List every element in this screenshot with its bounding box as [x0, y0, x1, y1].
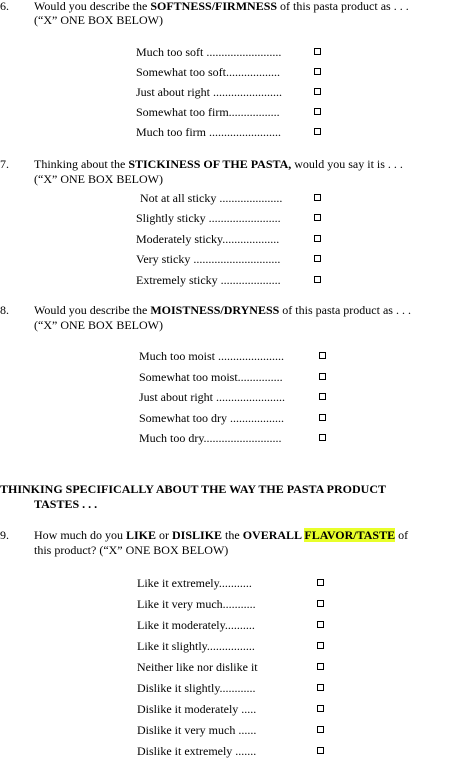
- q9-of: of: [395, 528, 409, 542]
- q9-option-label: Like it slightly................: [137, 639, 255, 653]
- q6-option-checkbox[interactable]: [314, 68, 321, 75]
- q8-option-label: Much too dry..........................: [139, 431, 282, 445]
- q7-option-checkbox[interactable]: [314, 255, 321, 262]
- q9-option-label: Neither like nor dislike it: [137, 660, 258, 674]
- q7-question-bold: STICKINESS OF THE PASTA,: [128, 157, 292, 171]
- q9-option-label: Dislike it slightly............: [137, 681, 256, 695]
- q9-option-checkbox[interactable]: [317, 600, 324, 607]
- q9-option-checkbox[interactable]: [317, 579, 324, 586]
- q8-option-label: Somewhat too moist...............: [139, 370, 283, 384]
- q7-option-checkbox[interactable]: [314, 235, 321, 242]
- q6-option-label: Somewhat too soft..................: [136, 65, 280, 79]
- q9-option-checkbox[interactable]: [317, 663, 324, 670]
- q7-number: 7.: [0, 157, 9, 171]
- q8-number: 8.: [0, 303, 9, 317]
- q8-option-label: Just about right .......................: [139, 390, 285, 404]
- q8-question-bold: MOISTNESS/DRYNESS: [150, 303, 280, 317]
- q9-question: [34, 529, 408, 541]
- q9-the: the: [222, 528, 243, 542]
- q6-option-label: Much too soft .........................: [136, 45, 282, 59]
- q8-question-post: of this pasta product as . . .: [279, 303, 411, 317]
- q9-number: 9.: [0, 528, 9, 542]
- q7-question-post: would you say it is . . .: [291, 157, 403, 171]
- q9-line2: this product? (“X” ONE BOX BELOW): [34, 543, 229, 557]
- q7-option-label: Not at all sticky .....................: [140, 191, 283, 205]
- q6-question-bold: SOFTNESS/FIRMNESS: [150, 0, 278, 13]
- q6-question-post: of this pasta product as . . .: [277, 0, 409, 13]
- q6-option-checkbox[interactable]: [314, 128, 321, 135]
- q6-instruction: (“X” ONE BOX BELOW): [34, 13, 163, 27]
- q9-option-label: Like it extremely...........: [137, 576, 252, 590]
- q6-option-label: Much too firm ........................: [136, 125, 281, 139]
- q8-option-checkbox[interactable]: [319, 373, 326, 380]
- q9-text-pre: How much do you: [34, 528, 126, 542]
- q9-option-label: Like it moderately..........: [137, 618, 255, 632]
- section-heading-line1: THINKING SPECIFICALLY ABOUT THE WAY THE PASTA PRODUCT: [0, 482, 386, 496]
- q7-option-label: Very sticky .............................: [136, 252, 281, 266]
- q6-option-label: Just about right .......................: [136, 85, 282, 99]
- q8-option-checkbox[interactable]: [319, 352, 326, 359]
- q8-instruction: (“X” ONE BOX BELOW): [34, 318, 163, 332]
- q8-question-pre: Would you describe the: [34, 303, 151, 317]
- q7-question: [34, 158, 403, 170]
- q9-option-label: Like it very much...........: [137, 597, 256, 611]
- q9-flavor-taste-highlight: FLAVOR/TASTE: [304, 528, 396, 542]
- q9-option-label: Dislike it very much ......: [137, 723, 257, 737]
- q8-option-checkbox[interactable]: [319, 434, 326, 441]
- q6-option-label: Somewhat too firm.................: [136, 105, 280, 119]
- section-heading-line2: TASTES . . .: [34, 497, 98, 511]
- q8-option-label: Somewhat too dry ..................: [139, 411, 284, 425]
- q9-or: or: [156, 528, 173, 542]
- q8-question: [34, 304, 411, 316]
- q6-option-checkbox[interactable]: [314, 108, 321, 115]
- q7-option-checkbox[interactable]: [314, 276, 321, 283]
- q9-like: LIKE: [126, 528, 157, 542]
- q8-option-checkbox[interactable]: [319, 393, 326, 400]
- q9-option-checkbox[interactable]: [317, 747, 324, 754]
- q9-dislike: DISLIKE: [172, 528, 223, 542]
- q9-option-checkbox[interactable]: [317, 726, 324, 733]
- q8-option-label: Much too moist ......................: [139, 349, 285, 363]
- q9-option-checkbox[interactable]: [317, 642, 324, 649]
- q9-overall: OVERALL: [242, 528, 305, 542]
- q7-instruction: (“X” ONE BOX BELOW): [34, 172, 163, 186]
- q6-option-checkbox[interactable]: [314, 88, 321, 95]
- q8-option-checkbox[interactable]: [319, 414, 326, 421]
- q7-option-label: Moderately sticky...................: [136, 232, 280, 246]
- q9-option-checkbox[interactable]: [317, 684, 324, 691]
- q7-option-label: Slightly sticky ........................: [136, 211, 281, 225]
- q7-question-pre: Thinking about the: [34, 157, 129, 171]
- q6-question-pre: Would you describe the: [34, 0, 151, 13]
- q6-question: [34, 0, 409, 12]
- q9-option-label: Dislike it moderately .....: [137, 702, 257, 716]
- q6-number: 6.: [0, 0, 9, 13]
- q9-option-checkbox[interactable]: [317, 621, 324, 628]
- q6-option-checkbox[interactable]: [314, 48, 321, 55]
- q7-option-checkbox[interactable]: [314, 194, 321, 201]
- q9-option-label: Dislike it extremely .......: [137, 744, 257, 758]
- q9-option-checkbox[interactable]: [317, 705, 324, 712]
- q7-option-label: Extremely sticky ....................: [136, 273, 281, 287]
- q7-option-checkbox[interactable]: [314, 214, 321, 221]
